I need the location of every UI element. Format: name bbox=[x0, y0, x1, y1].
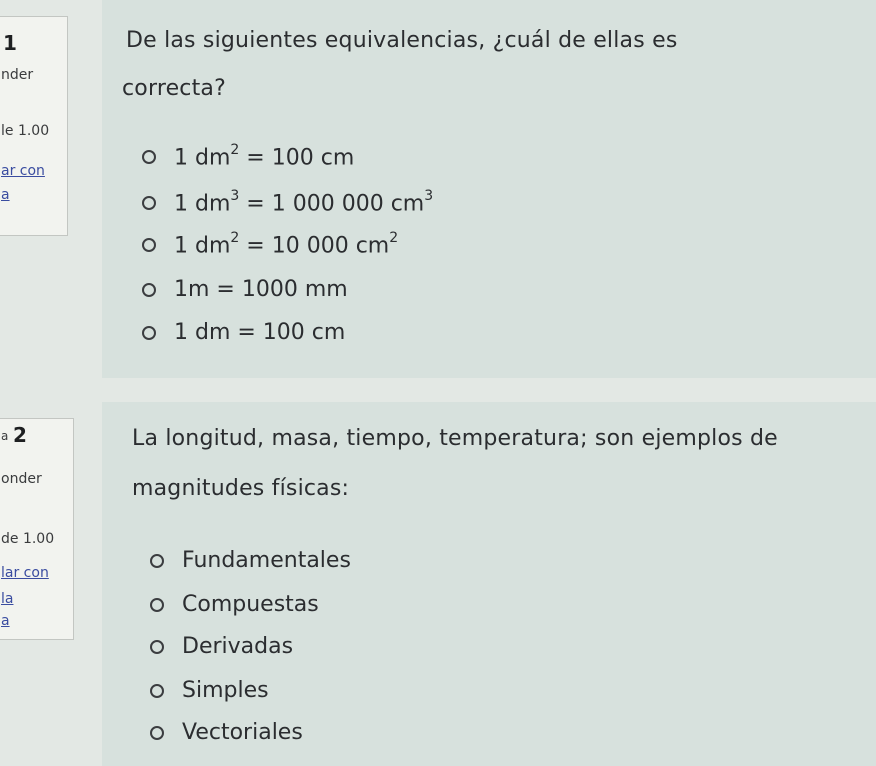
option-label: Fundamentales bbox=[182, 548, 351, 573]
question-status: nder bbox=[1, 67, 34, 83]
answer-option-1[interactable] bbox=[142, 144, 354, 170]
answer-option-2[interactable] bbox=[150, 592, 319, 617]
question-1-content bbox=[102, 0, 876, 378]
answer-option-5[interactable] bbox=[142, 320, 345, 345]
radio-button[interactable] bbox=[142, 326, 156, 340]
flag-question-link-2[interactable]: la bbox=[1, 591, 14, 607]
question-label-prefix: a bbox=[1, 429, 9, 443]
question-text-line-1: De las siguientes equivalencias, ¿cuál de ellas es bbox=[126, 28, 678, 53]
radio-button[interactable] bbox=[150, 684, 164, 698]
question-text-line-2: magnitudes físicas: bbox=[132, 476, 350, 501]
option-label: 1 $dm^3 = 1$ 000 000 $cm^3$ bbox=[174, 188, 434, 217]
option-label: Compuestas bbox=[182, 592, 319, 617]
answer-option-4[interactable] bbox=[150, 678, 269, 703]
answer-option-3[interactable] bbox=[150, 634, 293, 659]
radio-button[interactable] bbox=[142, 238, 156, 252]
radio-button[interactable] bbox=[142, 150, 156, 164]
radio-button[interactable] bbox=[150, 640, 164, 654]
flag-question-link-3[interactable]: a bbox=[1, 613, 10, 629]
question-grade: de 1.00 bbox=[1, 531, 55, 547]
answer-option-3[interactable] bbox=[142, 232, 398, 258]
question-text-line-1: La longitud, masa, tiempo, temperatura; son ejemplos de bbox=[132, 426, 778, 451]
option-label: 1 dm = 100 cm bbox=[174, 320, 346, 345]
question-2-content bbox=[102, 402, 876, 766]
question-grade: le 1.00 bbox=[1, 123, 50, 139]
flag-question-link-2[interactable]: a bbox=[1, 187, 10, 203]
question-1-info-panel bbox=[0, 16, 68, 236]
option-label: 1 $dm^2 = 100$ cm bbox=[174, 142, 355, 171]
radio-button[interactable] bbox=[142, 283, 156, 297]
question-number: 2 bbox=[13, 423, 27, 447]
flag-question-link[interactable]: lar con bbox=[1, 565, 49, 581]
option-label: Vectoriales bbox=[182, 720, 303, 745]
answer-option-1[interactable] bbox=[150, 548, 351, 573]
flag-question-link[interactable]: ar con bbox=[1, 163, 45, 179]
answer-option-5[interactable] bbox=[150, 720, 303, 745]
radio-button[interactable] bbox=[150, 598, 164, 612]
radio-button[interactable] bbox=[150, 726, 164, 740]
answer-option-2[interactable] bbox=[142, 190, 433, 216]
radio-button[interactable] bbox=[150, 554, 164, 568]
option-label: Derivadas bbox=[182, 634, 294, 659]
answer-option-4[interactable] bbox=[142, 277, 348, 302]
question-text-line-2: correcta? bbox=[122, 76, 226, 101]
option-label: 1 $dm^2 = 10$ 000 $cm^2$ bbox=[174, 230, 399, 259]
question-status: onder bbox=[1, 471, 42, 487]
question-number: 1 bbox=[3, 31, 17, 55]
question-2-info-panel bbox=[0, 418, 74, 640]
radio-button[interactable] bbox=[142, 196, 156, 210]
option-label: 1m = 1000 mm bbox=[174, 277, 348, 302]
option-label: Simples bbox=[182, 678, 269, 703]
